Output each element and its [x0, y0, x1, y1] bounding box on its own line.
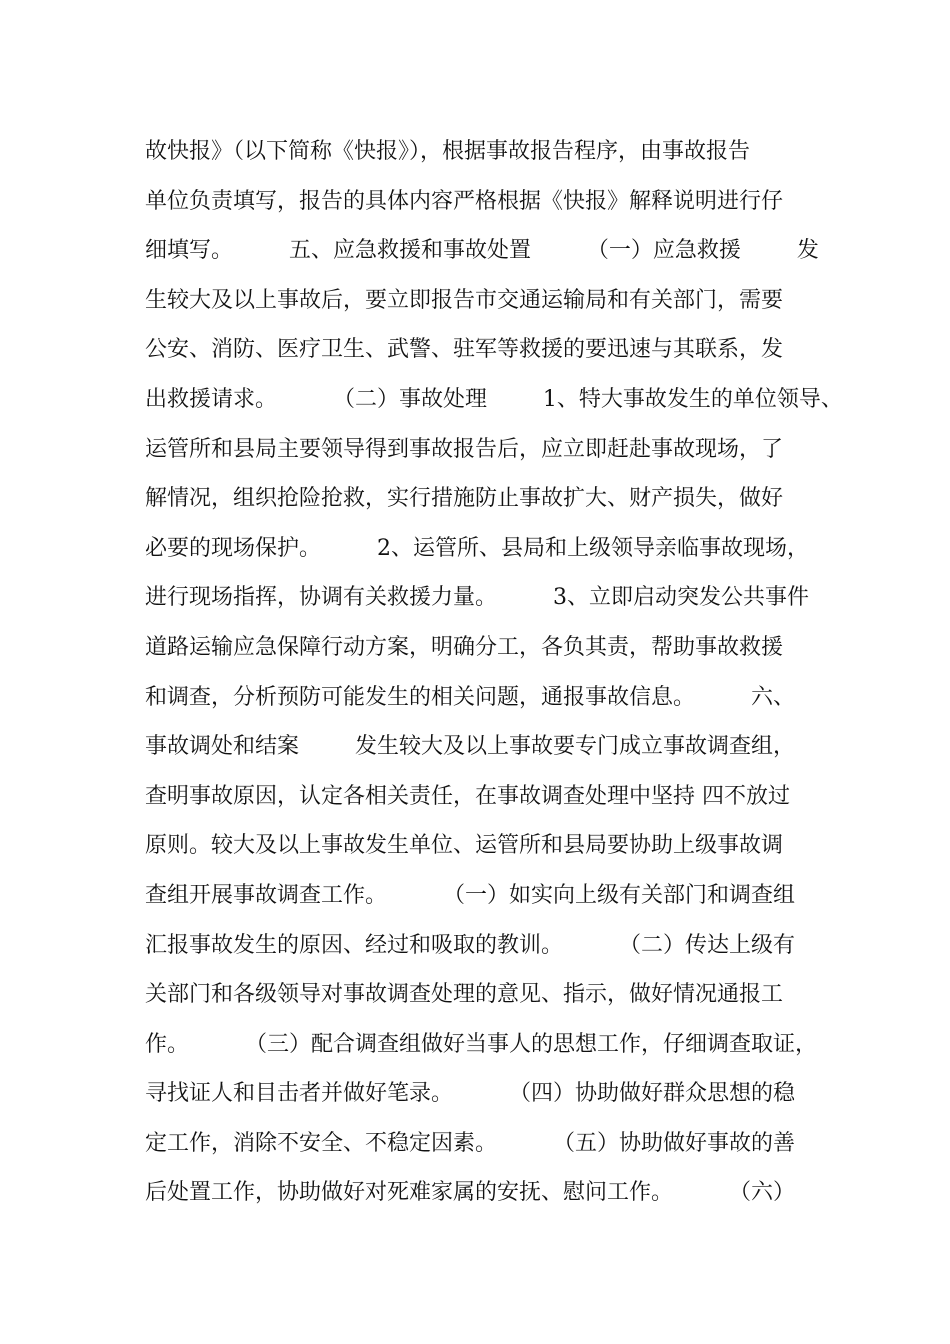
text-line: 出救援请求。 （二）事故处理 1、特大事故发生的单位领导、	[145, 386, 843, 412]
text-line: 和调查，分析预防可能发生的相关问题，通报事故信息。 六、	[145, 684, 795, 710]
text-line: 道路运输应急保障行动方案，明确分工，各负其责，帮助事故救援	[145, 634, 784, 660]
text-line: 汇报事故发生的原因、经过和吸取的教训。 （二）传达上级有	[145, 932, 795, 958]
text-line: 细填写。 五、应急救援和事故处置 （一）应急救援 发	[145, 238, 819, 264]
text-line: 寻找证人和目击者并做好笔录。 （四）协助做好群众思想的稳	[145, 1081, 795, 1107]
text-line: 查组开展事故调查工作。 （一）如实向上级有关部门和调查组	[145, 882, 795, 908]
text-line: 关部门和各级领导对事故调查处理的意见、指示，做好情况通报工	[145, 982, 784, 1008]
text-line: 生较大及以上事故后，要立即报告市交通运输局和有关部门，需要	[145, 287, 784, 313]
text-line: 单位负责填写，报告的具体内容严格根据《快报》解释说明进行仔	[145, 188, 784, 214]
text-line: 运管所和县局主要领导得到事故报告后，应立即赶赴事故现场，了	[145, 436, 784, 462]
text-line: 必要的现场保护。 2、运管所、县局和上级领导亲临事故现场，	[145, 535, 809, 561]
body-text	[145, 127, 843, 1218]
text-line: 进行现场指挥，协调有关救援力量。 3、立即启动突发公共事件	[145, 585, 809, 611]
text-line: 查明事故原因，认定各相关责任，在事故调查处理中坚持 四不放过	[145, 783, 790, 809]
text-line: 公安、消防、医疗卫生、武警、驻军等救援的要迅速与其联系，发	[145, 337, 784, 363]
text-line: 事故调处和结案 发生较大及以上事故要专门成立事故调查组，	[145, 734, 795, 760]
text-line: 故快报》（以下简称《快报》），根据事故报告程序，由事故报告	[145, 139, 751, 164]
text-line: 后处置工作，协助做好对死难家属的安抚、慰问工作。 （六）	[145, 1180, 795, 1206]
text-line: 解情况，组织抢险抢救，实行措施防止事故扩大、财产损失，做好	[145, 486, 784, 512]
text-line: 作。 （三）配合调查组做好当事人的思想工作，仔细调查取证，	[145, 1031, 817, 1057]
text-line: 原则。较大及以上事故发生单位、运管所和县局要协助上级事故调	[145, 833, 784, 859]
text-line: 定工作，消除不安全、不稳定因素。 （五）协助做好事故的善	[145, 1130, 795, 1156]
